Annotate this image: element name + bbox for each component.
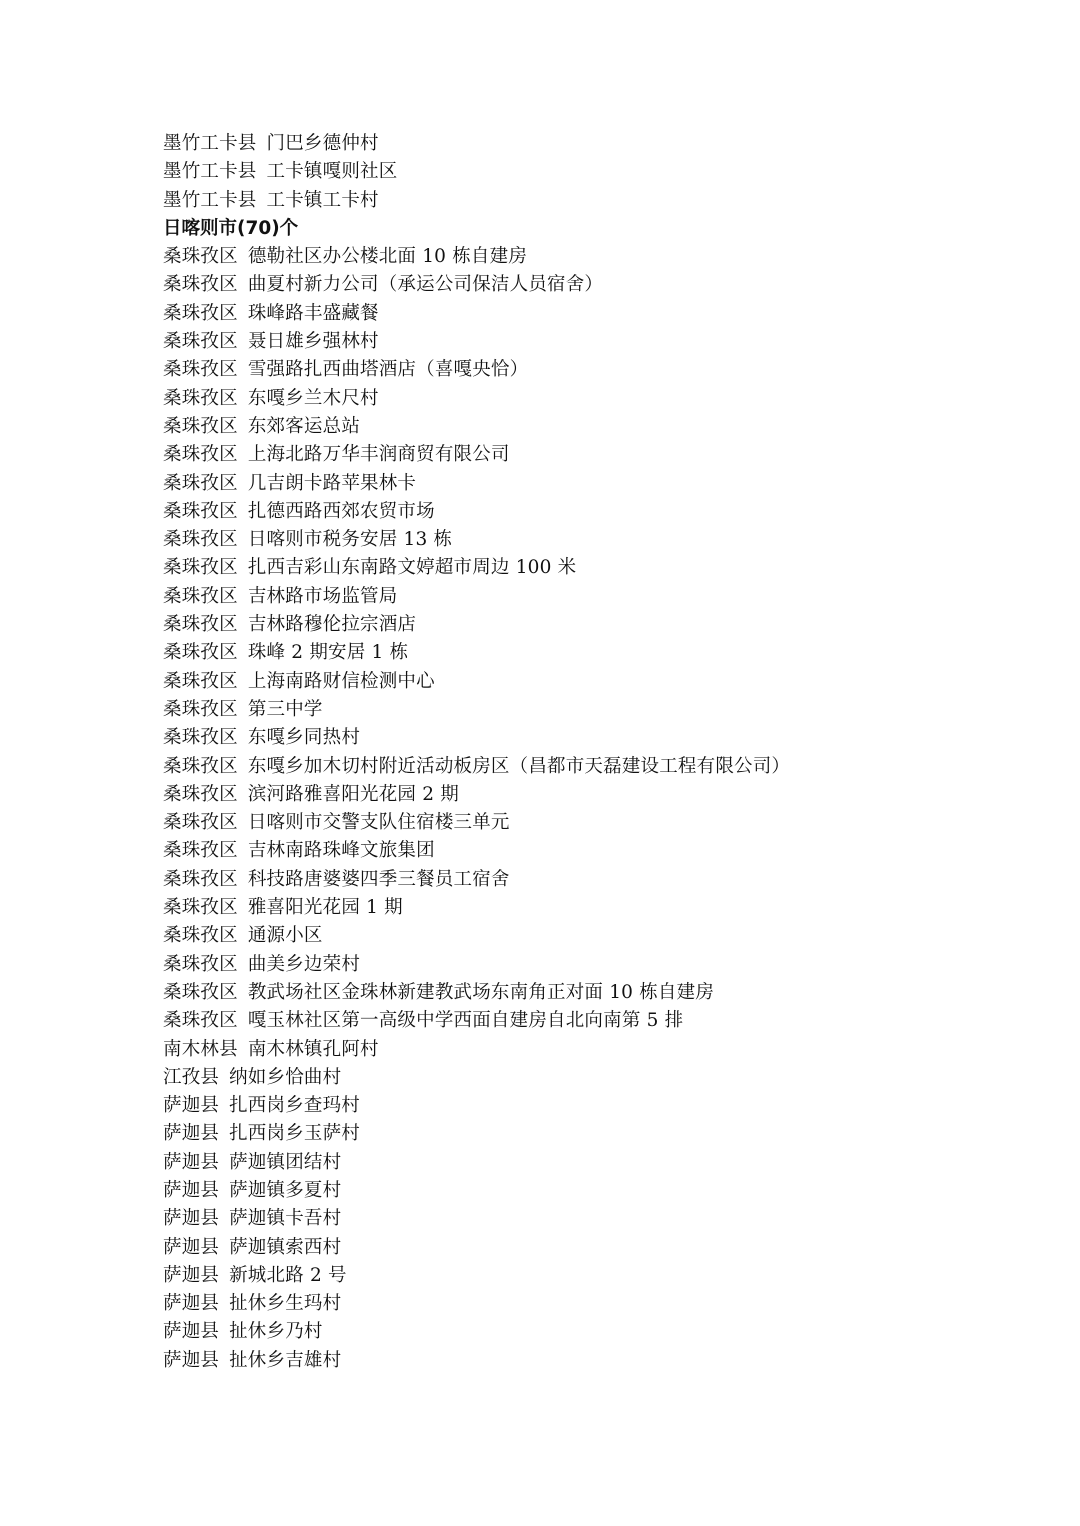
list-item	[163, 498, 1023, 526]
list-item	[163, 866, 1023, 894]
list-item	[163, 413, 1023, 441]
place-name: 东嘎乡加木切村附近活动板房区（昌都市天磊建设工程有限公司）	[247, 755, 791, 777]
county-name: 墨竹工卡县	[163, 161, 257, 183]
list-item	[163, 979, 1023, 1007]
location-list	[163, 130, 1023, 1375]
place-name: 日喀则市交警支队住宿楼三单元	[247, 812, 510, 834]
county-name: 萨迦县	[163, 1321, 220, 1343]
list-item	[163, 158, 1023, 186]
place-name: 扎西岗乡玉萨村	[229, 1123, 361, 1145]
section-heading: 日喀则市(70)个	[163, 217, 299, 239]
list-item	[163, 243, 1023, 271]
list-item	[163, 668, 1023, 696]
county-name: 桑珠孜区	[163, 557, 238, 579]
list-item	[163, 356, 1023, 384]
county-name: 桑珠孜区	[163, 727, 238, 749]
place-name: 珠峰 2 期安居 1 栋	[247, 642, 409, 664]
list-item	[163, 1177, 1023, 1205]
place-name: 萨迦镇卡吾村	[229, 1208, 342, 1230]
county-name: 萨迦县	[163, 1293, 220, 1315]
county-name: 萨迦县	[163, 1349, 220, 1371]
place-name: 东嘎乡兰木尺村	[247, 387, 379, 409]
list-item	[163, 1036, 1023, 1064]
place-name: 科技路唐婆婆四季三餐员工宿舍	[247, 868, 510, 890]
county-name: 桑珠孜区	[163, 783, 238, 805]
place-name: 教武场社区金珠林新建教武场东南角正对面 10 栋自建房	[247, 981, 715, 1003]
list-item	[163, 1234, 1023, 1262]
place-name: 曲夏村新力公司（承运公司保洁人员宿舍）	[247, 274, 604, 296]
county-name: 桑珠孜区	[163, 331, 238, 353]
county-name: 桑珠孜区	[163, 246, 238, 268]
county-name: 桑珠孜区	[163, 755, 238, 777]
place-name: 新城北路 2 号	[229, 1264, 347, 1286]
list-item	[163, 1205, 1023, 1233]
county-name: 桑珠孜区	[163, 529, 238, 551]
county-name: 萨迦县	[163, 1179, 220, 1201]
list-item	[163, 187, 1023, 215]
place-name: 扯休乡生玛村	[229, 1293, 342, 1315]
place-name: 工卡镇嘎则社区	[266, 161, 398, 183]
county-name: 萨迦县	[163, 1208, 220, 1230]
place-name: 吉林路穆伦拉宗酒店	[247, 614, 417, 636]
county-name: 江孜县	[163, 1066, 220, 1088]
county-name: 萨迦县	[163, 1123, 220, 1145]
list-item	[163, 809, 1023, 837]
place-name: 德勒社区办公楼北面 10 栋自建房	[247, 246, 528, 268]
list-item	[163, 639, 1023, 667]
county-name: 桑珠孜区	[163, 415, 238, 437]
county-name: 桑珠孜区	[163, 500, 238, 522]
place-name: 工卡镇工卡村	[266, 189, 379, 211]
county-name: 南木林县	[163, 1038, 238, 1060]
county-name: 桑珠孜区	[163, 359, 238, 381]
county-name: 桑珠孜区	[163, 444, 238, 466]
list-item	[163, 470, 1023, 498]
list-item	[163, 951, 1023, 979]
place-name: 门巴乡德仲村	[266, 133, 379, 154]
list-item	[163, 583, 1023, 611]
place-name: 萨迦镇团结村	[229, 1151, 342, 1173]
list-item	[163, 1149, 1023, 1177]
list-item	[163, 781, 1023, 809]
county-name: 桑珠孜区	[163, 840, 238, 862]
place-name: 珠峰路丰盛藏餐	[247, 302, 379, 324]
place-name: 通源小区	[247, 925, 323, 947]
list-item	[163, 300, 1023, 328]
place-name: 第三中学	[247, 698, 323, 720]
list-item	[163, 328, 1023, 356]
list-item	[163, 1290, 1023, 1318]
place-name: 东郊客运总站	[247, 415, 361, 437]
list-item	[163, 1318, 1023, 1346]
county-name: 桑珠孜区	[163, 302, 238, 324]
county-name: 桑珠孜区	[163, 897, 238, 919]
county-name: 桑珠孜区	[163, 642, 238, 664]
list-item	[163, 1064, 1023, 1092]
county-name: 桑珠孜区	[163, 812, 238, 834]
list-item	[163, 1262, 1023, 1290]
place-name: 扎德西路西郊农贸市场	[247, 500, 435, 522]
county-name: 萨迦县	[163, 1095, 220, 1117]
county-name: 桑珠孜区	[163, 387, 238, 409]
place-name: 吉林南路珠峰文旅集团	[247, 840, 435, 862]
county-name: 桑珠孜区	[163, 868, 238, 890]
county-name: 桑珠孜区	[163, 925, 238, 947]
list-item	[163, 441, 1023, 469]
place-name: 纳如乡恰曲村	[229, 1066, 342, 1088]
place-name: 聂日雄乡强林村	[247, 331, 379, 353]
place-name: 南木林镇孔阿村	[247, 1038, 379, 1060]
place-name: 上海北路万华丰润商贸有限公司	[247, 444, 510, 466]
place-name: 雅喜阳光花园 1 期	[247, 897, 403, 919]
list-item	[163, 1347, 1023, 1375]
county-name: 桑珠孜区	[163, 953, 238, 975]
place-name: 雪强路扎西曲塔酒店（喜嘎央恰）	[247, 359, 529, 381]
place-name: 上海南路财信检测中心	[247, 670, 435, 692]
place-name: 萨迦镇多夏村	[229, 1179, 342, 1201]
place-name: 日喀则市税务安居 13 栋	[247, 529, 453, 551]
list-item	[163, 271, 1023, 299]
place-name: 扯休乡吉雄村	[229, 1349, 342, 1371]
place-name: 扯休乡乃村	[229, 1321, 323, 1343]
county-name: 桑珠孜区	[163, 274, 238, 296]
county-name: 萨迦县	[163, 1236, 220, 1258]
list-item	[163, 130, 1023, 158]
list-item	[163, 922, 1023, 950]
list-item	[163, 554, 1023, 582]
place-name: 几吉朗卡路苹果林卡	[247, 472, 417, 494]
list-item	[163, 1007, 1023, 1035]
list-item	[163, 526, 1023, 554]
list-item	[163, 1120, 1023, 1148]
place-name: 扎西吉彩山东南路文婷超市周边 100 米	[247, 557, 577, 579]
county-name: 墨竹工卡县	[163, 133, 257, 154]
list-item	[163, 753, 1023, 781]
place-name: 扎西岗乡查玛村	[229, 1095, 361, 1117]
county-name: 萨迦县	[163, 1151, 220, 1173]
list-item	[163, 894, 1023, 922]
list-item	[163, 611, 1023, 639]
list-item	[163, 724, 1023, 752]
place-name: 曲美乡边荣村	[247, 953, 361, 975]
list-item	[163, 385, 1023, 413]
county-name: 桑珠孜区	[163, 670, 238, 692]
place-name: 吉林路市场监管局	[247, 585, 398, 607]
county-name: 萨迦县	[163, 1264, 220, 1286]
county-name: 桑珠孜区	[163, 1010, 238, 1032]
place-name: 滨河路雅喜阳光花园 2 期	[247, 783, 459, 805]
place-name: 萨迦镇索西村	[229, 1236, 342, 1258]
county-name: 桑珠孜区	[163, 585, 238, 607]
list-item	[163, 837, 1023, 865]
county-name: 桑珠孜区	[163, 698, 238, 720]
place-name: 嘎玉林社区第一高级中学西面自建房自北向南第 5 排	[247, 1010, 684, 1032]
place-name: 东嘎乡同热村	[247, 727, 361, 749]
county-name: 墨竹工卡县	[163, 189, 257, 211]
county-name: 桑珠孜区	[163, 472, 238, 494]
county-name: 桑珠孜区	[163, 614, 238, 636]
list-item	[163, 1092, 1023, 1120]
county-name: 桑珠孜区	[163, 981, 238, 1003]
list-item	[163, 696, 1023, 724]
